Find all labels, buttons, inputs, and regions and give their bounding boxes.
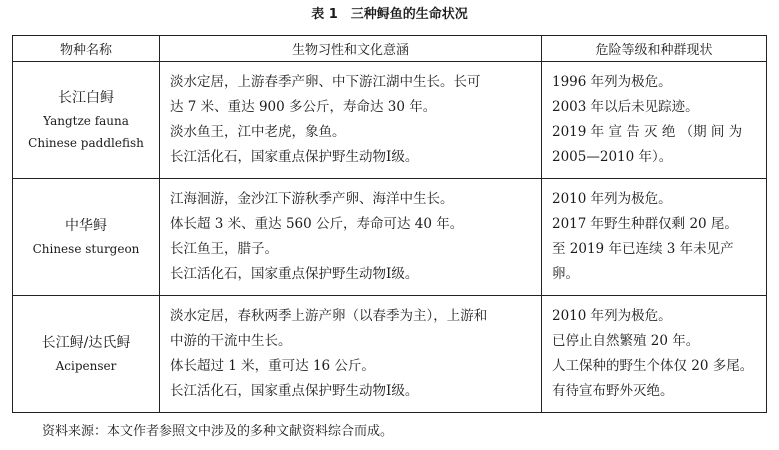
species-name-en: Chinese paddlefish [28, 136, 144, 150]
species-name-cell [13, 179, 160, 296]
description-line: 体长超 3 米、重达 560 公斤，寿命可达 40 年。 [170, 216, 464, 232]
species-name-cn: 中华鲟 [65, 218, 107, 234]
status-line: 有待宣布野外灭绝。 [552, 383, 674, 399]
species-name-cell [13, 296, 160, 413]
species-name-en: Chinese sturgeon [32, 242, 140, 256]
status-line: 2010 年列为极危。 [552, 191, 672, 207]
status-line: 已停止自然繁殖 20 年。 [552, 333, 700, 349]
description-line: 淡水定居，上游春季产卵、中下游江湖中生长。长可 [170, 74, 481, 90]
status-line: 2019 年 宣 告 灭 绝 （期 间 为 [552, 124, 743, 140]
species-name-cell [13, 62, 160, 179]
description-line: 中游的干流中生长。 [170, 333, 292, 349]
species-name-en: Yangtze fauna [43, 114, 129, 128]
header-row [13, 36, 767, 62]
description-line: 长江活化石，国家重点保护野生动物Ⅰ级。 [170, 266, 419, 282]
status-line: 至 2019 年已连续 3 年未见产卵。 [552, 241, 734, 282]
species-name-cn: 长江白鲟 [58, 90, 114, 106]
species-name-en: Acipenser [55, 359, 117, 373]
header-species-name: 物种名称 [13, 36, 160, 62]
header-risk-status: 危险等级和种群现状 [542, 36, 767, 62]
description-line: 达 7 米、重达 900 多公斤，寿命达 30 年。 [170, 99, 437, 115]
species-status-cell [542, 179, 767, 296]
description-line: 长江活化石，国家重点保护野生动物Ⅰ级。 [170, 383, 419, 399]
status-line: 2003 年以后未见踪迹。 [552, 99, 699, 115]
description-line: 长江鱼王，腊子。 [170, 241, 278, 257]
species-status-cell [542, 296, 767, 413]
source-note: 资料来源：本文作者参照文中涉及的多种文献资料综合而成。 [42, 424, 394, 439]
species-description-cell [160, 296, 542, 413]
description-line: 淡水鱼王，江中老虎，象鱼。 [170, 124, 346, 140]
status-line: 1996 年列为极危。 [552, 74, 672, 90]
description-line: 长江活化石，国家重点保护野生动物Ⅰ级。 [170, 149, 419, 165]
status-line: 2017 年野生种群仅剩 20 尾。 [552, 216, 738, 232]
sturgeon-status-table [12, 35, 767, 413]
status-line: 人工保种的野生个体仅 20 多尾。 [552, 358, 754, 374]
species-name-cn: 长江鲟/达氏鲟 [41, 335, 131, 351]
table-row [13, 179, 767, 296]
table-caption: 表 1 三种鲟鱼的生命状况 [311, 7, 468, 22]
status-line: 2010 年列为极危。 [552, 308, 672, 324]
species-status-cell [542, 62, 767, 179]
description-line: 江海洄游，金沙江下游秋季产卵、海洋中生长。 [170, 191, 454, 207]
table-row [13, 296, 767, 413]
description-line: 体长超过 1 米，重可达 16 公斤。 [170, 358, 375, 374]
status-line: 2005—2010 年）。 [552, 149, 673, 165]
description-line: 淡水定居，春秋两季上游产卵（以春季为主），上游和 [170, 308, 488, 324]
table-row [13, 62, 767, 179]
header-habits-culture: 生物习性和文化意涵 [160, 36, 542, 62]
species-description-cell [160, 179, 542, 296]
species-description-cell [160, 62, 542, 179]
